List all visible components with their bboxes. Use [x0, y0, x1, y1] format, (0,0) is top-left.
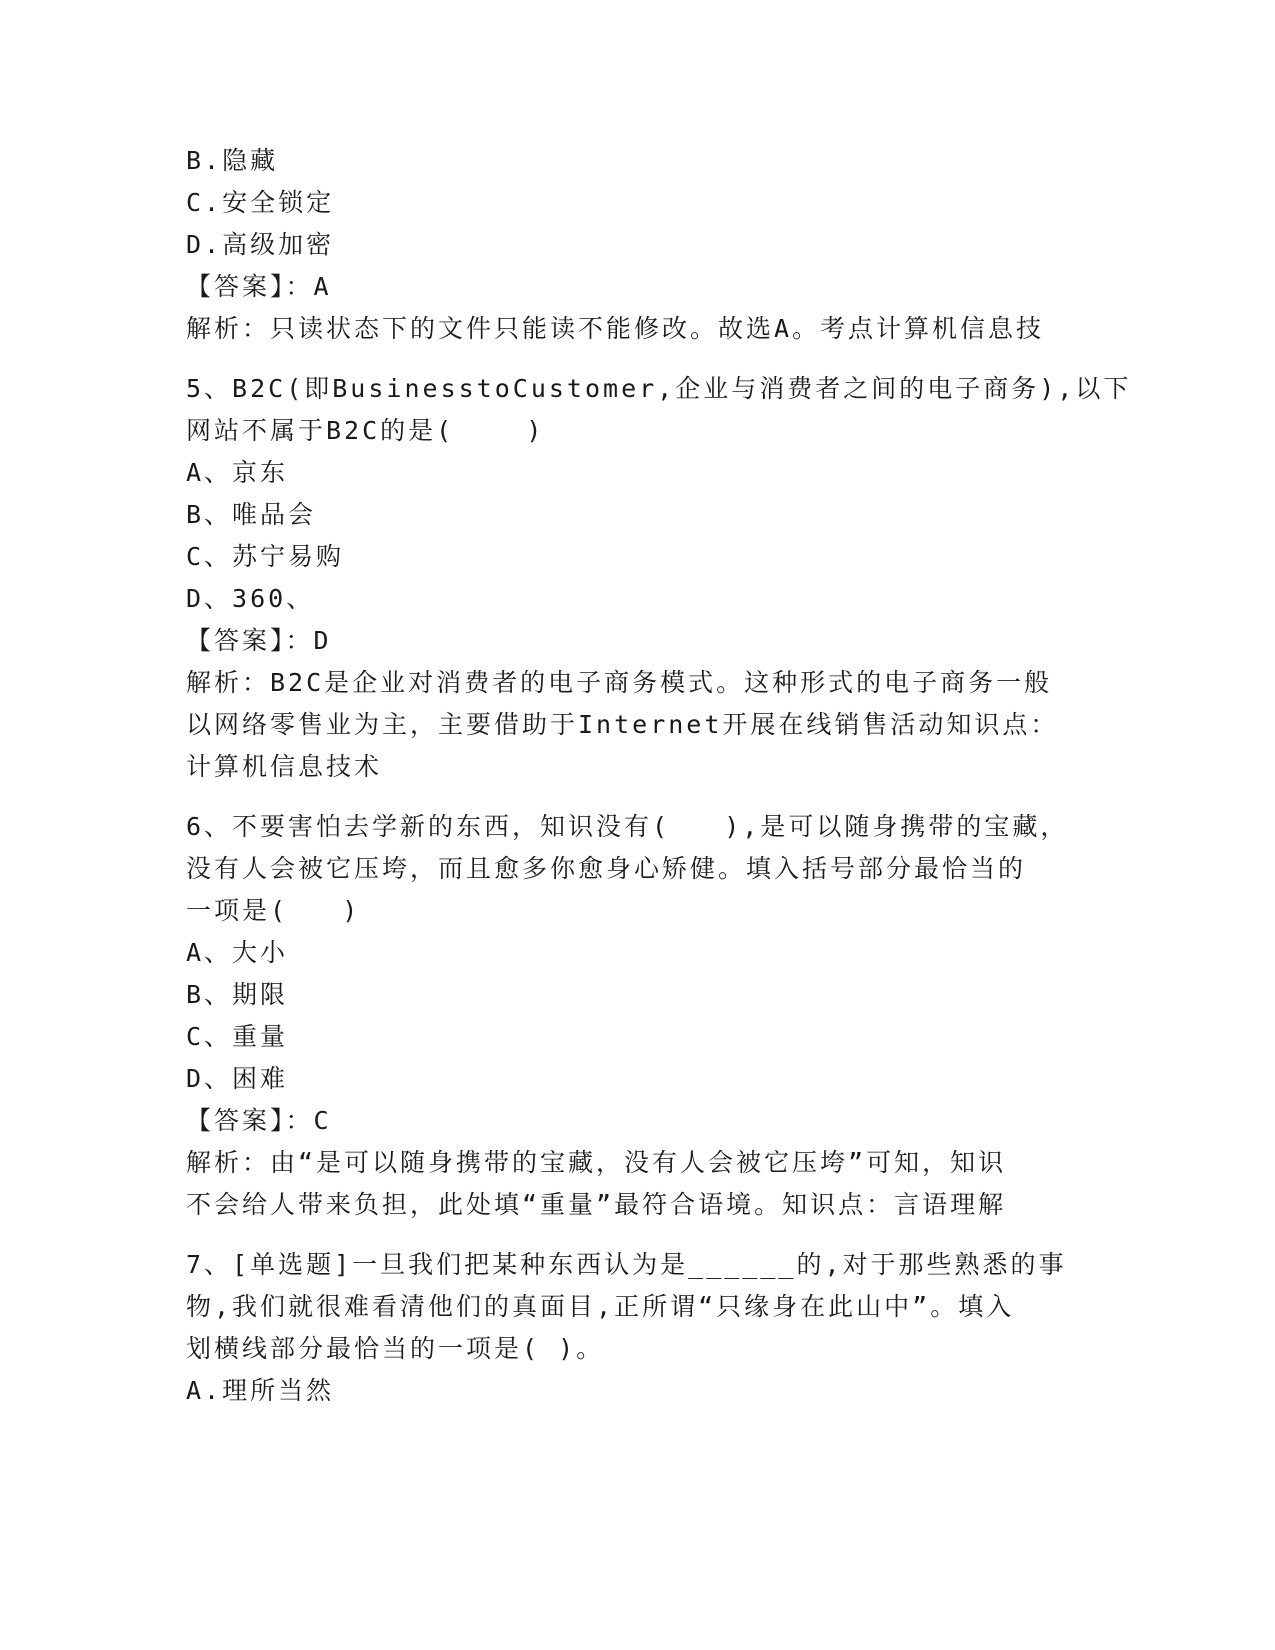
- q6-option-a: A、大小: [186, 938, 289, 967]
- q4-option-c: C.安全锁定: [186, 188, 335, 217]
- q5-analysis-line-3: 计算机信息技术: [186, 752, 383, 781]
- q5-analysis-line-2: 以网络零售业为主，主要借助于Internet开展在线销售活动知识点：: [186, 710, 1059, 739]
- q7-option-a: A.理所当然: [186, 1376, 335, 1405]
- q5-analysis-line-1: 解析：B2C是企业对消费者的电子商务模式。这种形式的电子商务一般: [186, 668, 1053, 697]
- q5-option-c: C、苏宁易购: [186, 542, 345, 571]
- q5-stem-line-2: 网站不属于B2C的是( ): [186, 416, 545, 445]
- q5-option-a: A、京东: [186, 458, 289, 487]
- q4-analysis: 解析：只读状态下的文件只能读不能修改。故选A。考点计算机信息技: [186, 314, 1045, 343]
- q4-option-b: B.隐藏: [186, 146, 279, 175]
- q6-option-d: D、困难: [186, 1064, 289, 1093]
- q5-answer: 【答案】：D: [186, 626, 332, 655]
- q6-stem-line-1: 6、不要害怕去学新的东西，知识没有( ),是可以随身携带的宝藏，: [186, 812, 1069, 841]
- q6-option-c: C、重量: [186, 1022, 289, 1051]
- q6-analysis-line-2: 不会给人带来负担，此处填“重量”最符合语境。知识点：言语理解: [186, 1190, 1007, 1219]
- q4-answer: 【答案】：A: [186, 272, 332, 301]
- q7-stem-line-2: 物,我们就很难看清他们的真面目,正所谓“只缘身在此山中”。填入: [186, 1292, 1015, 1321]
- q6-stem-line-3: 一项是( ): [186, 896, 361, 925]
- q4-option-d: D.高级加密: [186, 230, 335, 259]
- q5-stem-line-1: 5、B2C(即BusinesstoCustomer,企业与消费者之间的电子商务),以下: [186, 374, 1132, 403]
- q7-stem-line-1: 7、[单选题]一旦我们把某种东西认为是______的,对于那些熟悉的事: [186, 1250, 1067, 1279]
- q6-option-b: B、期限: [186, 980, 289, 1009]
- q7-stem-line-3: 划横线部分最恰当的一项是( )。: [186, 1334, 605, 1363]
- q5-option-b: B、唯品会: [186, 500, 317, 529]
- q6-answer: 【答案】：C: [186, 1106, 332, 1135]
- q6-stem-line-2: 没有人会被它压垮，而且愈多你愈身心矫健。填入括号部分最恰当的: [186, 854, 1027, 883]
- q5-option-d: D、360、: [186, 584, 315, 613]
- q6-analysis-line-1: 解析：由“是可以随身携带的宝藏，没有人会被它压垮”可知，知识: [186, 1148, 1007, 1177]
